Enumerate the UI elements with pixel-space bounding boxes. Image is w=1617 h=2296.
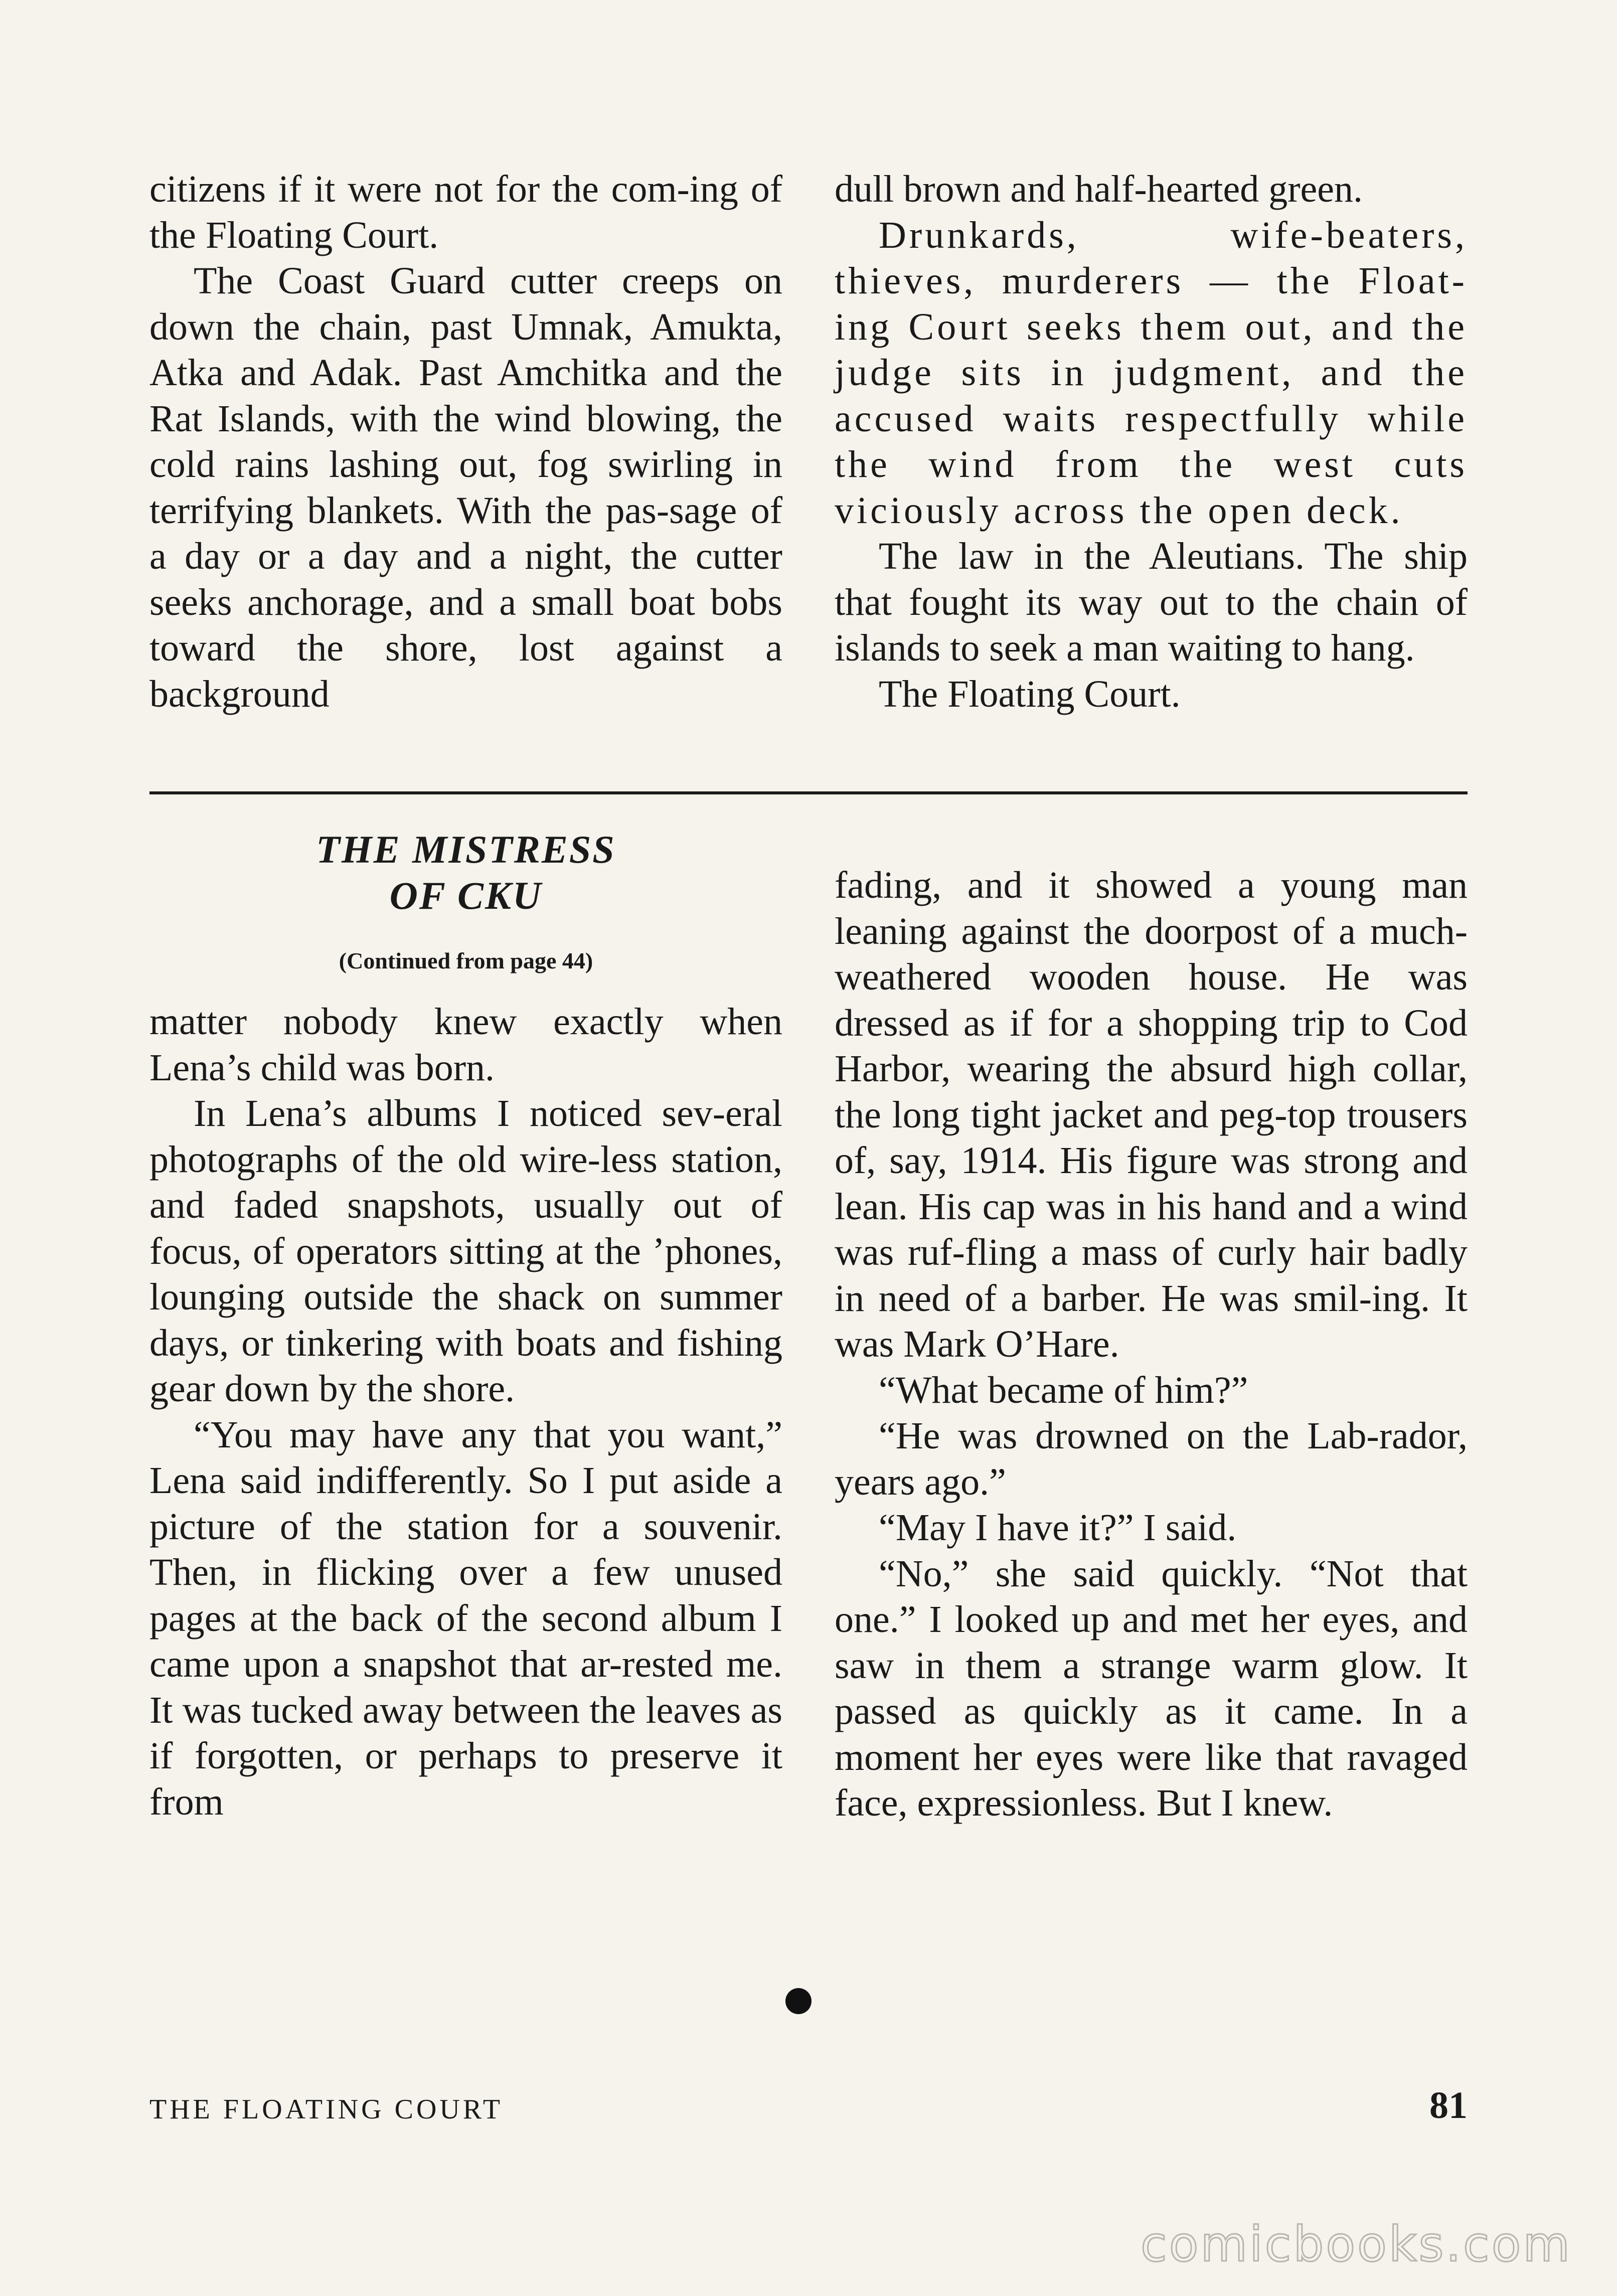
paragraph: fading, and it showed a young man leaning against the doorpost of a much-weathered wooden house. He was dressed as if for a shopping trip to Cod Harbor, wearing the absurd high collar, the long tight jacket and peg-top trousers of, say, 1914. His figure was strong and lean. His cap was in his hand and a wind was ruf-fling a mass of curly hair badly in need of a barber. He was smil-ing. It was Mark O’Hare.: [835, 864, 1468, 1365]
paragraph: “No,” she said quickly. “Not that one.” I looked up and met her eyes, and saw in them a strange warm glow. It passed as quickly as it came. In a moment her eyes were like that ravaged face, expressionless. But I knew.: [835, 1552, 1468, 1824]
paragraph: “What became of him?”: [879, 1369, 1248, 1411]
paragraph: matter nobody knew exactly when Lena’s child was born.: [149, 1001, 782, 1089]
paragraph: In Lena’s albums I noticed sev-eral photographs of the old wire-less station, and faded snapshots, usually out of focus, of operators sitting at the ’phones, lounging outside the shack on summer days, or tinkering with boats and fishing gear down by the shore.: [149, 1092, 782, 1410]
paragraph: The Floating Court.: [879, 673, 1181, 715]
top-left-column: [149, 167, 782, 717]
end-mark-bullet-icon: [785, 1988, 812, 2014]
page-number: 81: [1429, 2084, 1468, 2126]
paragraph: “May I have it?” I said.: [879, 1507, 1237, 1549]
paragraph: dull brown and half-hearted green.: [835, 168, 1363, 210]
story-title-line: OF CKU: [389, 874, 543, 917]
paragraph: “You may have any that you want,” Lena said indifferently. So I put aside a picture of the station for a souvenir. Then, in flicking over a few unused pages at the back of the second album I came upon a snapshot that ar-rested me. It was tucked away between the leaves as if forgotten, or perhaps to preserve it from: [149, 1413, 782, 1823]
top-right-column: [835, 167, 1468, 717]
paragraph: The law in the Aleutians. The ship that fought its way out to the chain of islands to seek a man waiting to hang.: [835, 535, 1468, 669]
paragraph: “He was drowned on the Lab-rador, years ago.”: [835, 1415, 1468, 1503]
continued-note: (Continued from page 44): [339, 948, 593, 973]
watermark: comicbooks.com: [1140, 2216, 1572, 2272]
bottom-right-column: [835, 863, 1468, 1827]
paragraph: citizens if it were not for the com-ing of the Floating Court.: [149, 168, 782, 256]
paragraph: Drunkards, wife-beaters, thieves, murderers — the Float-ing Court seeks them out, and the judge sits in judgment, and the accused waits respectfully while the wind from the west cuts viciously across the open deck.: [835, 214, 1468, 532]
story-title: [149, 827, 782, 919]
bottom-left-column: [149, 999, 782, 1825]
story-title-line: THE MISTRESS: [316, 828, 616, 871]
paragraph: The Coast Guard cutter creeps on down the chain, past Umnak, Amukta, Atka and Adak. Past Amchitka and the Rat Islands, with the wind blowing, the cold rains lashing out, fog swirling in terrifying blankets. With the pas-sage of a day or a day and a night, the cutter seeks anchorage, and a small boat bobs toward the shore, lost against a background: [149, 260, 782, 715]
running-footer-title: THE FLOATING COURT: [149, 2094, 504, 2125]
section-divider: [149, 791, 1468, 794]
